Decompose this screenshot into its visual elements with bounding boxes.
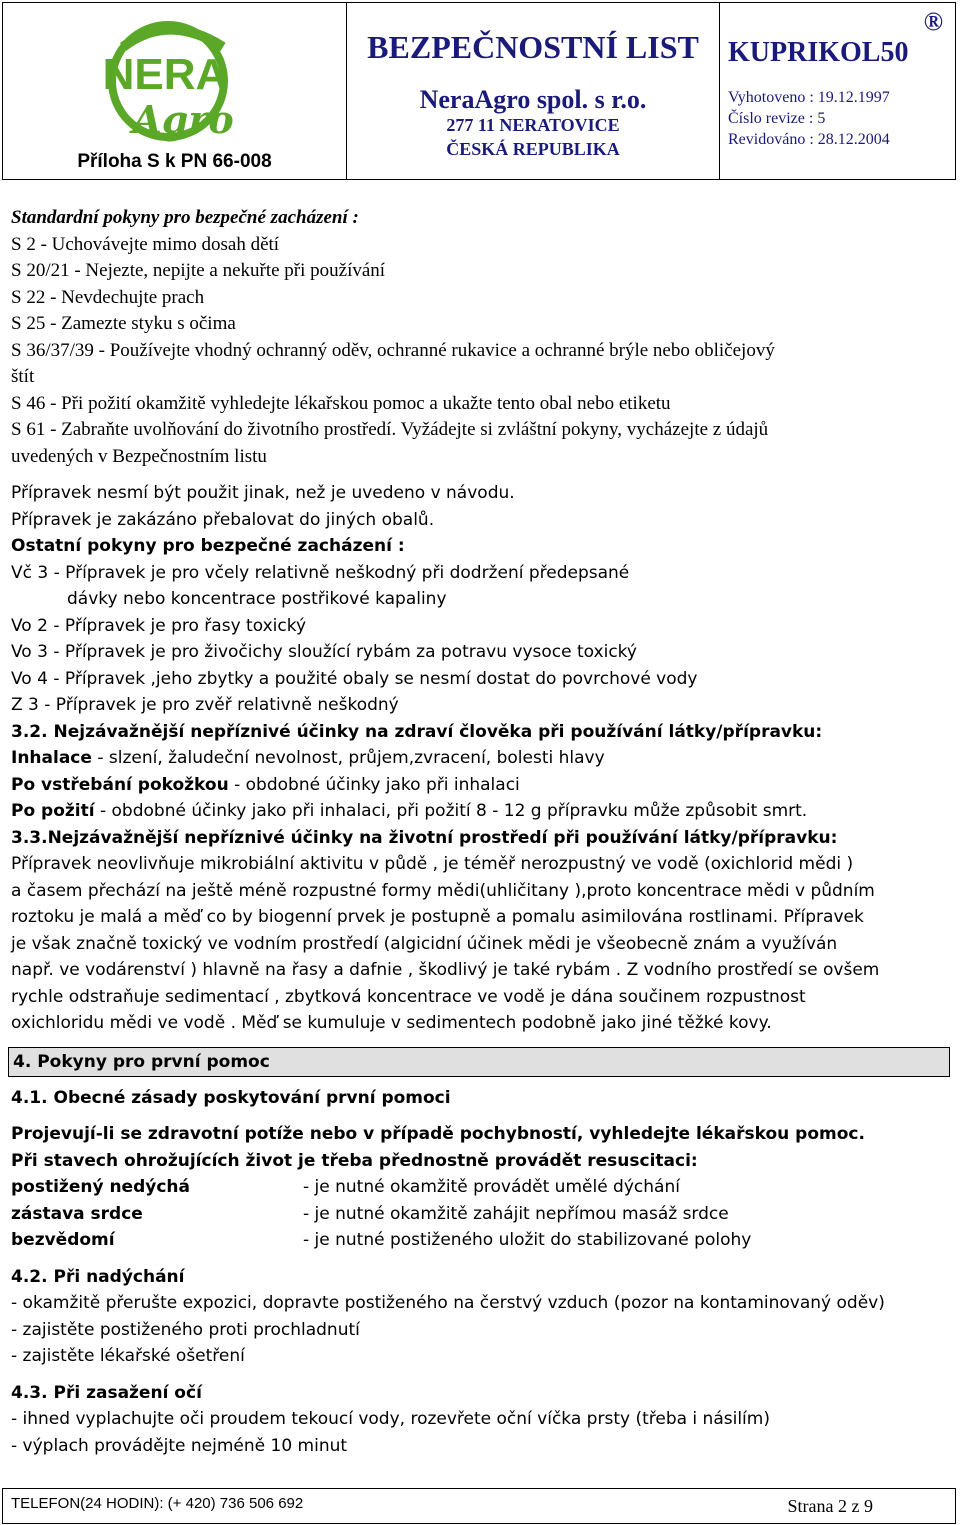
section-4-title: 4. Pokyny pro první pomoc: [8, 1047, 950, 1077]
health-inhalation-text: - slzení, žaludeční nevolnost, průjem,zvracení, bolesti hlavy: [91, 748, 605, 768]
s-phrase: S 25 - Zamezte styku s očima: [11, 313, 236, 334]
s-phrase: štít: [11, 366, 35, 387]
first-aid-bold2: Při stavech ohrožujících život je třeba přednostně provádět resuscitaci:: [11, 1150, 698, 1171]
page-footer: [2, 1488, 956, 1524]
health-inhalation: [11, 745, 951, 772]
usage-note: Přípravek je zakázáno přebalovat do jiných obalů.: [11, 509, 435, 530]
document-header: [2, 2, 956, 180]
section-4-3-heading: 4.3. Při zasažení očí: [11, 1382, 202, 1403]
usage-note: Přípravek nesmí být použit jinak, než je uvedeno v návodu.: [11, 483, 515, 503]
product-cell: [720, 3, 955, 179]
created-date: Vyhotoveno : 19.12.1997: [728, 89, 890, 106]
company-name: NeraAgro spol. s r.o.: [419, 85, 647, 114]
health-ingestion-text: - obdobné účinky jako při inhalaci, při požití 8 - 12 g přípravku může způsobit smrt.: [94, 801, 808, 821]
inhalation-step: - zajistěte lékařské ošetření: [11, 1346, 245, 1366]
s-phrase: S 46 - Při požití okamžitě vyhledejte lékařskou pomoc a ukažte tento obal nebo etiketu: [11, 392, 671, 414]
address-line1: 277 11 NERATOVICE: [446, 115, 620, 135]
revised-date: Revidováno : 28.12.2004: [728, 131, 890, 148]
inhalation-step: - okamžitě přerušte expozici, dopravte postiženého na čerstvý vzduch (pozor na kontaminovaný oděv): [11, 1293, 885, 1313]
env-line: např. ve vodárenství ) hlavně na řasy a dafnie , škodlivý je také rybám . Z vodního prostředí se ovšem: [11, 960, 880, 980]
other-item: Vč 3 - Přípravek je pro včely relativně neškodný při dodržení předepsané: [11, 562, 630, 583]
env-line: Přípravek neovlivňuje mikrobiální aktivitu v půdě , je téměř nerozpustný ve vodě (oxichlorid mědi ): [11, 854, 854, 874]
resuscitation-condition: zástava srdce: [11, 1203, 143, 1224]
health-skin-label: Po vstřebání pokožkou: [11, 774, 229, 795]
env-line: a časem přechází na ještě méně rozpustné formy mědi(uhličitany ),proto koncentrace mědi v půdním: [11, 880, 875, 901]
health-ingestion: [11, 798, 951, 825]
resuscitation-row: [11, 1227, 951, 1254]
health-ingestion-label: Po požití: [11, 801, 95, 821]
health-inhalation-label: Inhalace: [11, 748, 92, 768]
s-phrase: S 36/37/39 - Používejte vhodný ochranný oděv, ochranné rukavice a ochranné brýle nebo obličejový: [11, 339, 775, 361]
health-skin: [11, 772, 951, 799]
annex-label: Příloha S k PN 66-008: [77, 151, 272, 172]
page-number: Strana 2 z 9: [787, 1496, 873, 1516]
resuscitation-condition: bezvědomí: [11, 1230, 115, 1250]
other-item: Vo 3 - Přípravek je pro živočichy sloužící rybám za potravu vysoce toxický: [11, 642, 637, 662]
document-body: [11, 205, 951, 1459]
other-item: Vo 4 - Přípravek ,jeho zbytky a použité obaly se nesmí dostat do povrchové vody: [11, 668, 698, 689]
env-heading: 3.3.Nejzávažnější nepříznivé účinky na životní prostředí při používání látky/přípravku:: [11, 827, 838, 848]
env-line: oxichloridu mědi ve vodě . Měď se kumuluje v sedimentech podobně jako jiné těžké kovy.: [11, 1013, 772, 1033]
s-phrase: S 20/21 - Nejezte, nepijte a nekuřte při používání: [11, 260, 386, 281]
logo-text-bottom: Agro: [132, 97, 234, 142]
s-phrase: S 2 - Uchovávejte mimo dosah dětí: [11, 233, 280, 255]
title-cell: [347, 3, 720, 179]
address-line2: ČESKÁ REPUBLIKA: [446, 139, 620, 159]
other-item: Z 3 - Přípravek je pro zvěř relativně neškodný: [11, 695, 399, 715]
emergency-phone: TELEFON(24 HODIN): (+ 420) 736 506 692: [11, 1495, 304, 1512]
resuscitation-condition: postižený nedýchá: [11, 1177, 190, 1197]
logo-text-top: NERA: [102, 50, 228, 99]
env-line: rychle odstraňuje sedimentací , zbytková koncentrace ve vodě je dána součinem rozpustnost: [11, 986, 806, 1007]
resuscitation-action: - je nutné okamžitě zahájit nepřímou masáž srdce: [303, 1203, 729, 1224]
env-line: roztoku je malá a měď co by biogenní prvek je postupně a pomalu asimilována rostlinami. Přípravek: [11, 907, 864, 927]
inhalation-step: - zajistěte postiženého proti prochladnutí: [11, 1319, 360, 1340]
resuscitation-action: - je nutné postiženého uložit do stabilizované polohy: [303, 1230, 752, 1250]
eye-step: - výplach provádějte nejméně 10 minut: [11, 1435, 348, 1456]
revision-number: Číslo revize : 5: [728, 110, 826, 127]
health-heading: 3.2. Nejzávažnější nepříznivé účinky na zdraví člověka při používání látky/přípravku:: [11, 721, 823, 742]
section-4-2-heading: 4.2. Při nadýchání: [11, 1266, 185, 1287]
eye-step: - ihned vyplachujte oči proudem tekoucí vody, rozevřete oční víčka prsty (třeba i násilím): [11, 1409, 770, 1429]
section-4-1-heading: 4.1. Obecné zásady poskytování první pomoci: [11, 1087, 451, 1108]
health-skin-text: - obdobné účinky jako při inhalaci: [228, 774, 520, 795]
registered-mark: ®: [923, 7, 943, 36]
s-phrases-heading: Standardní pokyny pro bezpečné zacházení :: [11, 207, 359, 228]
s-phrase: uvedených v Bezpečnostním listu: [11, 445, 267, 467]
s-phrase: S 61 - Zabraňte uvolňování do životního prostředí. Vyžádejte si zvláštní pokyny, vycházejte z údajů: [11, 419, 769, 440]
resuscitation-row: [11, 1174, 951, 1201]
nera-agro-logo: [83, 17, 273, 145]
logo-cell: [3, 3, 347, 179]
doc-title: BEZPEČNOSTNÍ LIST: [367, 29, 699, 65]
other-item: Vo 2 - Přípravek je pro řasy toxický: [11, 615, 307, 636]
resuscitation-action: - je nutné okamžitě provádět umělé dýchání: [303, 1177, 680, 1197]
env-line: je však značně toxický ve vodním prostředí (algicidní účinek mědi je všeobecně znám a využíván: [11, 933, 838, 954]
s-phrase: S 22 - Nevdechujte prach: [11, 286, 205, 308]
product-name: KUPRIKOL50: [728, 37, 909, 68]
resuscitation-row: [11, 1201, 951, 1228]
first-aid-bold1: Projevují-li se zdravotní potíže nebo v případě pochybností, vyhledejte lékařskou pomoc.: [11, 1124, 865, 1144]
other-heading: Ostatní pokyny pro bezpečné zacházení :: [11, 536, 405, 556]
other-item: dávky nebo koncentrace postřikové kapaliny: [67, 589, 447, 609]
